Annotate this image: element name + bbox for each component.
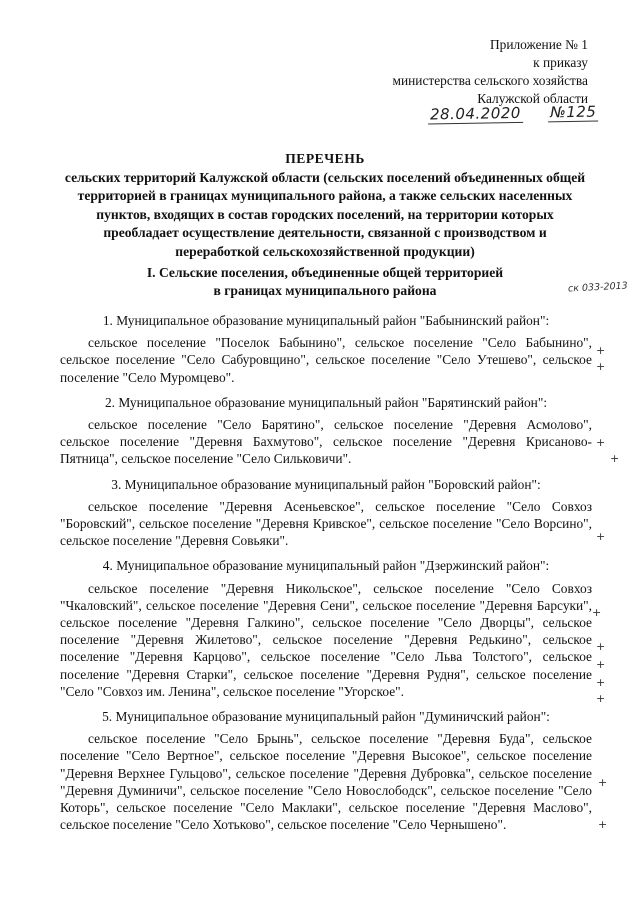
- check-mark-icon: +: [596, 530, 606, 543]
- title-subtitle: сельских территорий Калужской области (сельских поселений объединенных общей территорией в границах муниципального района, а также сельских населенных пунктов, входящих в состав городских поселений, на территории которых преобладает осуществление деятельности, связанной с производством и переработкой сельскохозяйственной продукции): [64, 169, 586, 259]
- district-heading: 3. Муниципальное образование муниципальный район "Боровский район":: [111, 476, 541, 492]
- district-block: [60, 476, 592, 550]
- district-settlements: сельское поселение "Деревня Никольское", сельское поселение "Село Совхоз "Чкаловский", сельское поселение "Деревня Сени", сельское поселение "Деревня Барсуки", сельское поселение "Деревня Галкино", сельское поселение "Село Дворцы", сельское поселение "Деревня Жилетово", сельское поселение "Деревня Редькино", сельское поселение "Деревня Карцово", сельское поселение "Село Льва Толстого", сельское поселение "Деревня Старки", сельское поселение "Деревня Рудня", сельское поселение "Село "Совхоз им. Ленина", сельское поселение "Угорское".: [60, 580, 592, 699]
- document-title: [60, 150, 590, 261]
- check-mark-icon: +: [596, 658, 606, 671]
- handwritten-number: №125: [548, 103, 599, 123]
- annex-line-1: Приложение № 1: [489, 37, 588, 52]
- section-heading: [60, 264, 590, 300]
- annex-line-4: Калужской области: [477, 91, 588, 106]
- district-settlements: сельское поселение "Поселок Бабынино", сельское поселение "Село Бабынино", сельское поселение "Село Сабуровщино", сельское поселение "Село Утешево", сельское поселение "Село Муромцево".: [60, 335, 592, 385]
- check-mark-icon: +: [596, 344, 606, 357]
- check-mark-icon: +: [596, 692, 606, 705]
- handwritten-date-number: [428, 103, 599, 125]
- district-block: [60, 708, 592, 833]
- annex-line-2: к приказу: [533, 55, 588, 70]
- check-mark-icon: +: [598, 818, 608, 831]
- check-mark-icon: +: [592, 606, 602, 619]
- district-block: [60, 394, 592, 468]
- check-mark-icon: +: [598, 776, 608, 789]
- section-line-1: I. Сельские поселения, объединенные общей территорией: [146, 265, 504, 280]
- district-heading: 2. Муниципальное образование муниципальный район "Барятинский район":: [104, 394, 548, 410]
- district-heading: 1. Муниципальное образование муниципальный район "Бабынинский район":: [102, 313, 550, 328]
- district-settlements: сельское поселение "Село Брынь", сельское поселение "Деревня Буда", сельское поселение "Село Вертное", сельское поселение "Деревня Высокое", сельское поселение "Деревня Верхнее Гульцово", сельское поселение "Деревня Дубровка", сельское поселение "Деревня Думиничи", сельское поселение "Село Новослободск", сельское поселение "Село Которь", сельское поселение "Село Маклаки", сельское поселение "Деревня Маслово", сельское поселение "Село Хотьково", сельское поселение "Село Чернышено".: [60, 731, 592, 833]
- district-list: [60, 312, 592, 841]
- annex-header: [392, 36, 588, 108]
- district-settlements: сельское поселение "Деревня Асеньевское", сельское поселение "Село Совхоз "Боровский", сельское поселение "Деревня Кривское", сельское поселение "Село Ворсино", сельское поселение "Деревня Совьяки".: [60, 498, 592, 549]
- handwritten-date: 28.04.2020: [428, 104, 523, 125]
- section-line-2: в границах муниципального района: [213, 283, 437, 298]
- check-mark-icon: +: [596, 436, 606, 449]
- district-heading: 5. Муниципальное образование муниципальный район "Думиничский район":: [102, 709, 550, 725]
- handwritten-code: ск 033-2013: [567, 280, 628, 295]
- check-mark-icon: +: [596, 640, 606, 653]
- title-heading: ПЕРЕЧЕНЬ: [285, 151, 365, 166]
- district-block: [60, 557, 592, 700]
- check-mark-icon: +: [596, 676, 606, 689]
- district-heading: 4. Муниципальное образование муниципальный район "Дзержинский район":: [102, 558, 550, 574]
- annex-line-3: министерства сельского хозяйства: [392, 73, 588, 88]
- check-mark-icon: +: [610, 452, 620, 465]
- district-settlements: сельское поселение "Село Барятино", сельское поселение "Деревня Асмолово", сельское поселение "Деревня Бахмутово", сельское поселение "Деревня Крисаново-Пятница", сельское поселение "Село Сильковичи".: [60, 417, 592, 467]
- check-mark-icon: +: [596, 360, 606, 373]
- district-block: [60, 312, 592, 386]
